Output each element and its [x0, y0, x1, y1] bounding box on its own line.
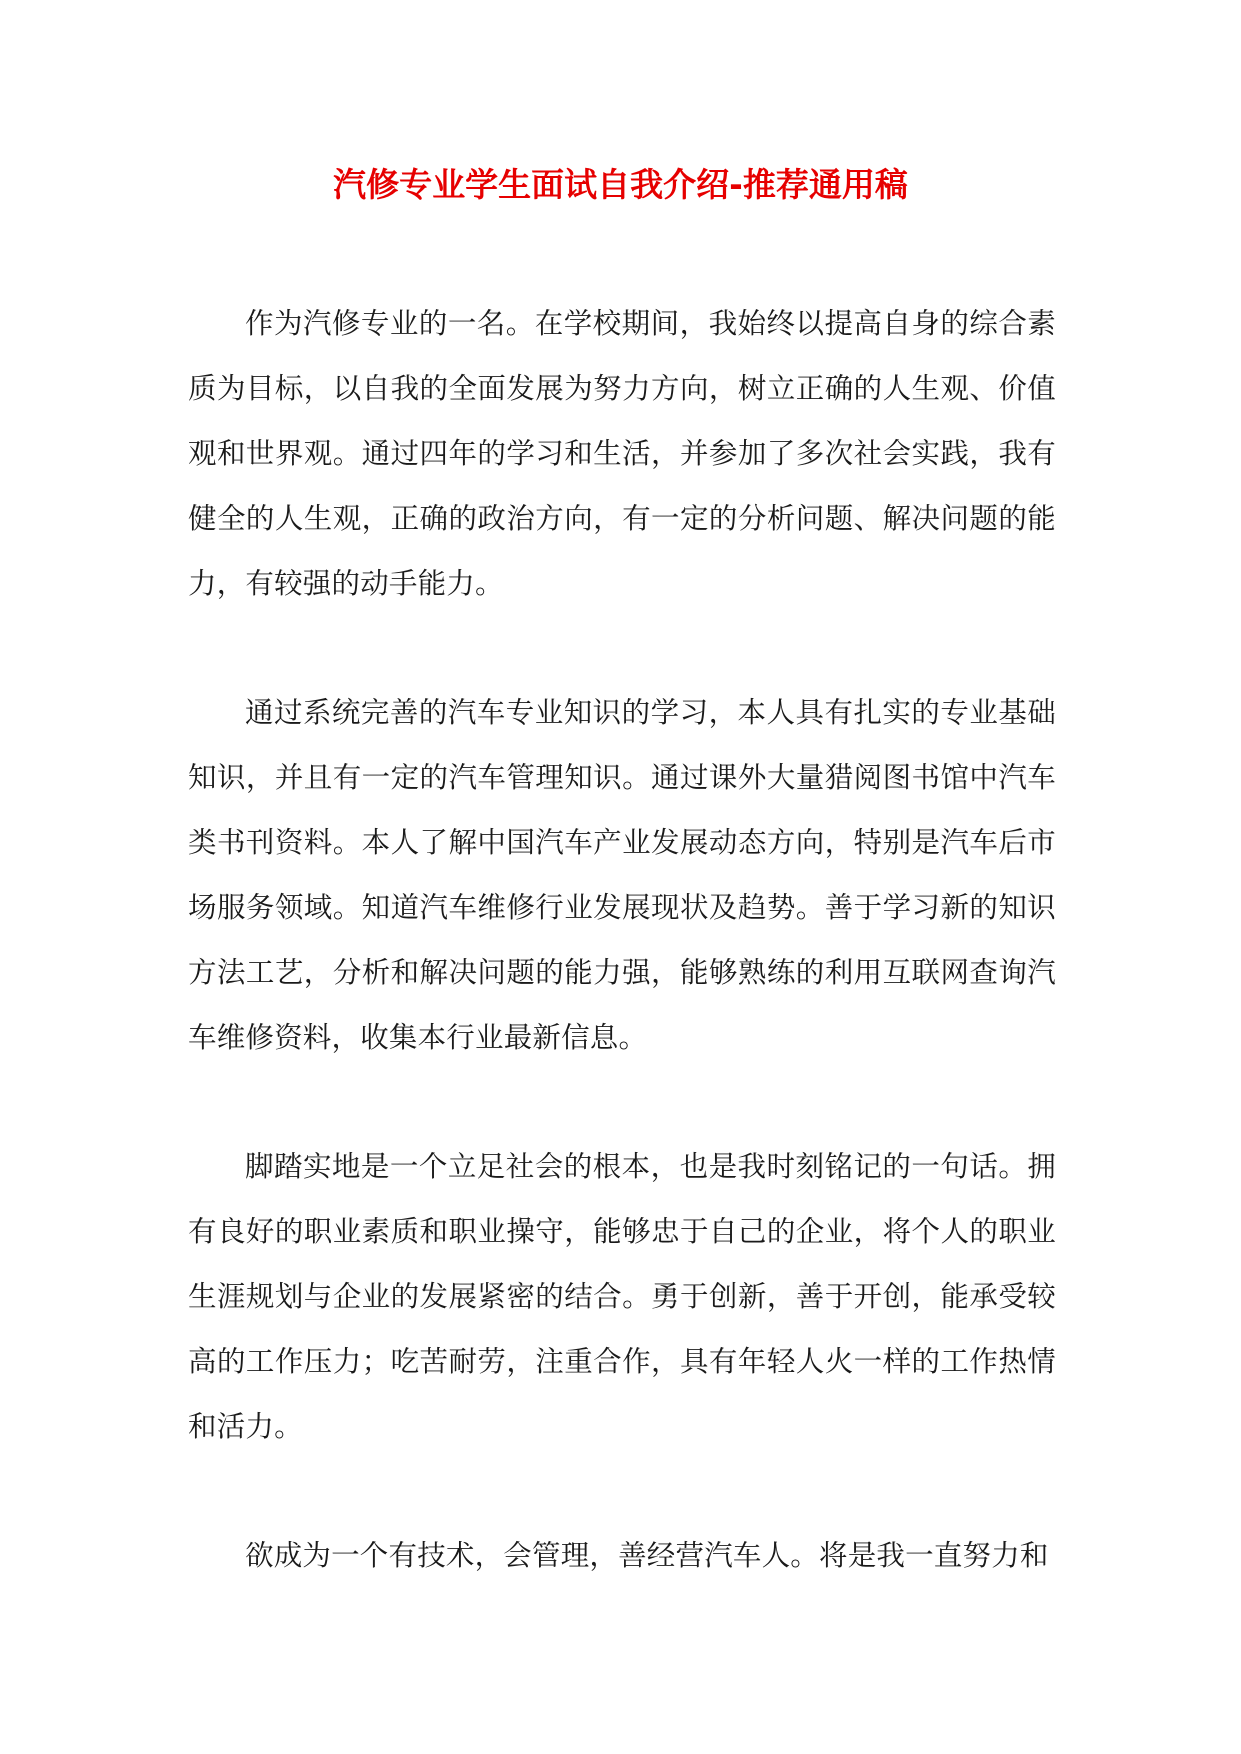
paragraph-3: 脚踏实地是一个立足社会的根本，也是我时刻铭记的一句话。拥有良好的职业素质和职业操守，能够忠于自己的企业，将个人的职业生涯规划与企业的发展紧密的结合。勇于创新，善于开创，能承受较高的工作压力；吃苦耐劳，注重合作，具有年轻人火一样的工作热情和活力。	[188, 1150, 1056, 1443]
paragraph-1: 作为汽修专业的一名。在学校期间，我始终以提高自身的综合素质为目标，以自我的全面发展为努力方向，树立正确的人生观、价值观和世界观。通过四年的学习和生活，并参加了多次社会实践，我有健全的人生观，正确的政治方向，有一定的分析问题、解决问题的能力，有较强的动手能力。	[188, 307, 1056, 600]
paragraph-4: 欲成为一个有技术，会管理，善经营汽车人。将是我一直努力和	[245, 1539, 1049, 1572]
paragraph-2: 通过系统完善的汽车专业知识的学习，本人具有扎实的专业基础知识，并且有一定的汽车管理知识。通过课外大量猎阅图书馆中汽车类书刊资料。本人了解中国汽车产业发展动态方向，特别是汽车后市场服务领域。知道汽车维修行业发展现状及趋势。善于学习新的知识方法工艺，分析和解决问题的能力强，能够熟练的利用互联网查询汽车维修资料，收集本行业最新信息。	[188, 696, 1056, 1054]
document-title: 汽修专业学生面试自我介绍-推荐通用稿	[333, 165, 908, 204]
document-body	[188, 291, 1056, 1652]
